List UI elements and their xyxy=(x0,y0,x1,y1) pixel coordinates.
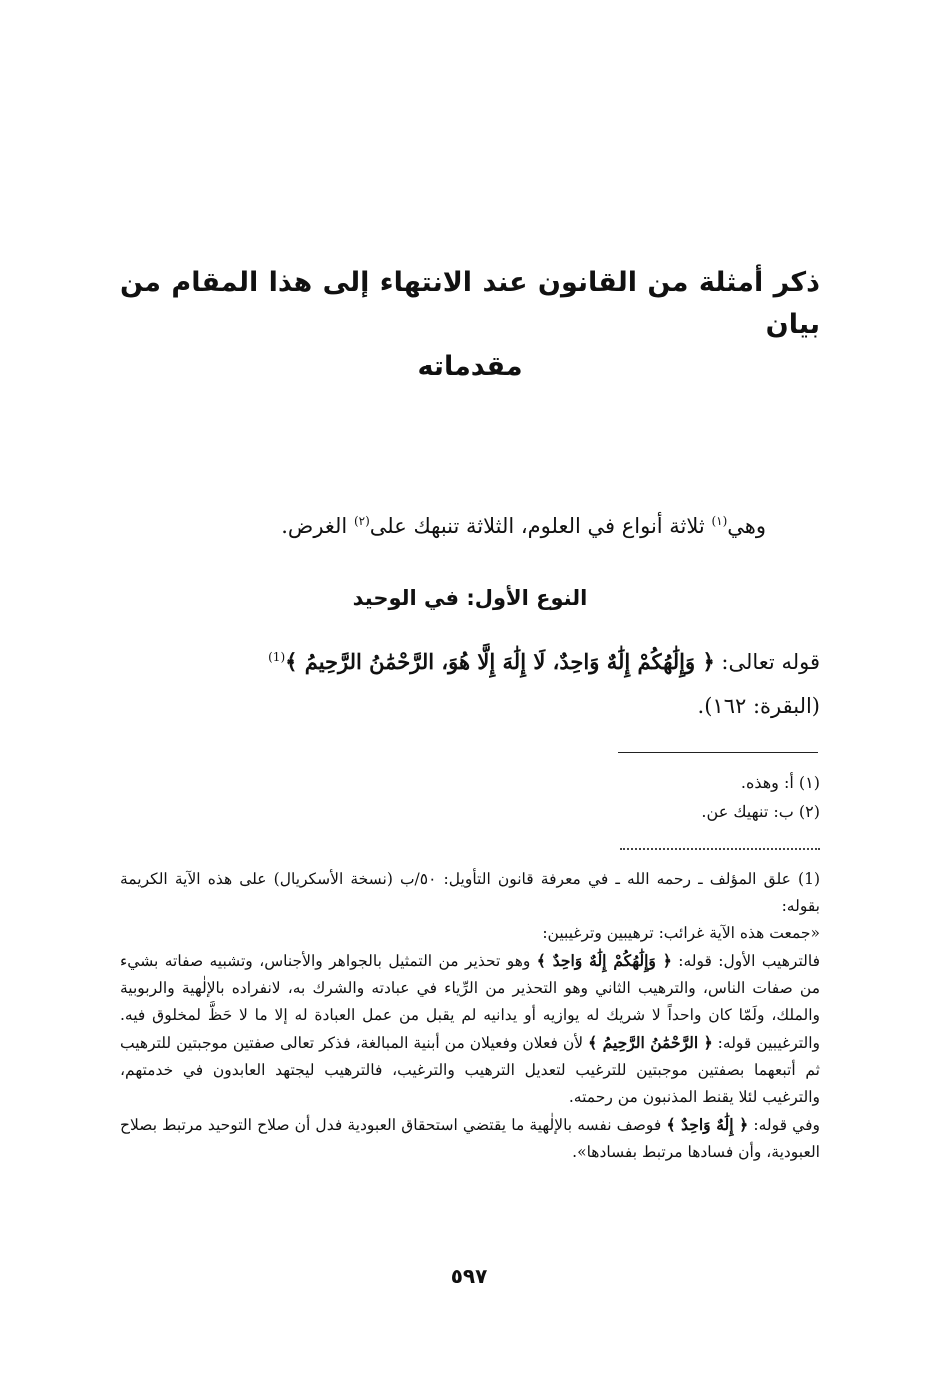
note-text-c: لأن فعلان وفعيلان من أبنية المبالغة، فذكر تعالى صفتين موجبتين للترهيب ثم أتبعهما بصفتين موجبتين للترغيب لتعديل الترهيب والترغيب، فالترهيب ليجتهد العابدون في خدمتهم، والترغيب لئلا يقنط المذنبون من رحمته. xyxy=(120,1034,820,1106)
note-text-d: وفي قوله: xyxy=(748,1116,820,1134)
editor-note-conclusion xyxy=(120,1111,820,1166)
footnotes-bottom xyxy=(120,866,820,1166)
verse-reference: (البقرة: ١٦٢). xyxy=(697,694,820,718)
page-number: ٥٩٧ xyxy=(450,1264,488,1288)
editor-note-quote-start: «جمعت هذه الآية غرائب: ترهيبين وترغيبين: xyxy=(542,924,820,942)
footnote-2: (٢) ب: تنهيك عن. xyxy=(701,802,820,821)
intro-text-2: ثلاثة أنواع في العلوم، الثلاثة تنبهك على xyxy=(369,514,712,538)
footnote-1: (١) أ: وهذه. xyxy=(740,773,820,792)
note-quran-1: ﴿ وَإِلَٰهُكُمْ إِلَٰهٌ وَاحِدٌ ﴾ xyxy=(536,951,672,970)
footnote-ref-1: (١) xyxy=(711,514,728,528)
section-title: النوع الأول: في الوحيد xyxy=(352,586,588,610)
note-text-b: وهو تحذير من التمثيل بالجواهر والأجناس، وتشبيه صفاته بشيء من صفات الناس، والترهيب الثاني وهو التحذير من الرِّياء في عبادته والشرك به، لانفراده بالإلٰهية والربوبية والملك، ولَمّا كان واحداً لا شريك له يوازيه أو يدانيه لم يقبل من عمل العبادة له إلا ما لا حَظَّ لمخلوق فيه. والترغيبين قوله: xyxy=(120,952,820,1052)
footnotes-top xyxy=(120,768,820,826)
footnote-ref-2: (٢) xyxy=(353,514,370,528)
verse-paragraph xyxy=(120,640,820,728)
intro-paragraph xyxy=(146,508,766,544)
chapter-heading xyxy=(120,262,820,388)
dotted-separator xyxy=(620,848,820,850)
heading-line-1: ذكر أمثلة من القانون عند الانتهاء إلى هذا المقام من بيان xyxy=(120,267,820,340)
note-quran-2: ﴿ الرَّحْمَٰنُ الرَّحِيمُ ﴾ xyxy=(588,1033,713,1052)
verse-lead: قوله تعالى: xyxy=(714,650,820,674)
footnote-separator xyxy=(618,752,818,753)
note-text-a: فالترهيب الأول: قوله: xyxy=(671,952,820,970)
intro-text-1: وهي xyxy=(727,514,766,538)
quran-verse: ﴿ وَإِلَٰهُكُمْ إِلَٰهٌ وَاحِدٌ، لَا إِلَٰهَ إِلَّا هُوَ، الرَّحْمَٰنُ الرَّحِيمُ ﴾ xyxy=(285,649,715,674)
verse-footnote-ref: (1) xyxy=(268,650,286,664)
intro-text-3: الغرض. xyxy=(281,514,354,538)
editor-note-intro: (1) علق المؤلف ـ رحمه الله ـ في معرفة قانون التأويل: ٥٠/ب (نسخة الأسكريال) على هذه الآية الكريمة بقوله: xyxy=(120,870,820,915)
heading-line-2: مقدماته xyxy=(417,350,523,382)
note-quran-3: ﴿ إِلَٰهٌ وَاحِدٌ ﴾ xyxy=(666,1115,749,1134)
editor-note-body xyxy=(120,947,820,1111)
note-text-e: فوصف نفسه بالإلٰهية ما يقتضي استحقاق العبودية فدل أن صلاح التوحيد مرتبط بصلاح العبودية، وأن فسادها مرتبط بفسادها». xyxy=(120,1116,820,1161)
